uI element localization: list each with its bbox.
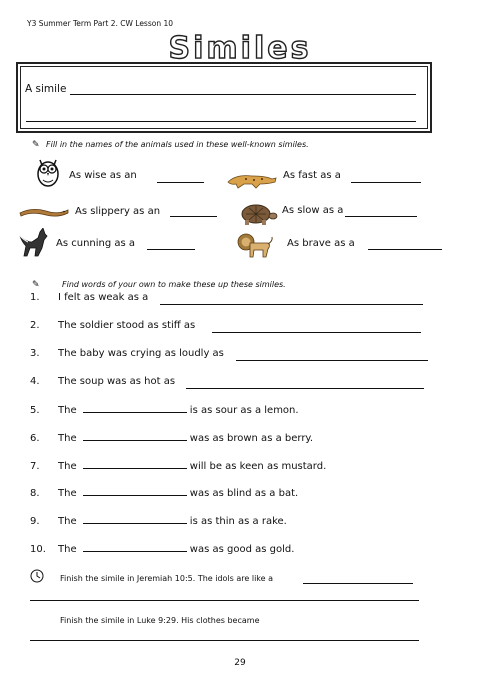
question-5: 5. The is as sour as a lemon. xyxy=(30,405,299,416)
cheetah-icon xyxy=(226,170,278,194)
question-6: 6. The was as brown as a berry. xyxy=(30,433,314,444)
answer-blank-5[interactable] xyxy=(83,403,187,413)
extension-luke: Finish the simile in Luke 9:29. His clothes became xyxy=(60,616,260,625)
question-2: 2. The soldier stood as stiff as xyxy=(30,320,196,331)
simile-fast: As fast as a xyxy=(283,170,341,181)
simile-brave: As brave as a xyxy=(287,238,355,249)
question-8: 8. The was as blind as a bat. xyxy=(30,488,299,499)
extension-jeremiah: Finish the simile in Jeremiah 10:5. The idols are like a xyxy=(60,574,274,583)
page-title: Similes xyxy=(168,31,312,66)
answer-blank-7[interactable] xyxy=(83,459,187,469)
lion-icon xyxy=(236,233,274,263)
question-9: 9. The is as thin as a rake. xyxy=(30,516,287,527)
question-7: 7. The will be as keen as mustard. xyxy=(30,461,327,472)
pencil-icon: ✎ xyxy=(32,140,40,150)
question-4: 4. The soup was as hot as xyxy=(30,376,176,387)
blank-slow[interactable] xyxy=(345,216,417,217)
answer-blank-10[interactable] xyxy=(83,542,187,552)
simile-slow: As slow as a xyxy=(282,205,344,216)
clock-icon xyxy=(30,568,44,587)
blank-brave[interactable] xyxy=(368,249,442,250)
blank-slippery[interactable] xyxy=(170,216,217,217)
answer-line-jeremiah[interactable] xyxy=(303,583,413,584)
definition-line-1[interactable] xyxy=(70,94,416,95)
fox-icon xyxy=(18,228,50,262)
definition-line-2[interactable] xyxy=(26,121,416,122)
blank-cunning[interactable] xyxy=(147,249,195,250)
question-3: 3. The baby was crying as loudly as xyxy=(30,348,224,359)
answer-line-jeremiah-2[interactable] xyxy=(30,600,419,601)
instruction-animals: Fill in the names of the animals used in these well-known similes. xyxy=(46,140,309,149)
owl-icon xyxy=(33,156,63,192)
question-10: 10. The was as good as gold. xyxy=(30,544,295,555)
blank-wise[interactable] xyxy=(157,182,204,183)
answer-line-1[interactable] xyxy=(160,304,423,305)
simile-wise: As wise as an xyxy=(69,170,137,181)
tortoise-icon xyxy=(236,202,278,230)
pencil-icon: ✎ xyxy=(32,280,40,290)
simile-cunning: As cunning as a xyxy=(56,238,136,249)
eel-icon xyxy=(18,204,70,223)
page-number: 29 xyxy=(234,658,246,668)
answer-line-luke[interactable] xyxy=(30,640,419,641)
definition-box-inner xyxy=(20,66,428,129)
simile-slippery: As slippery as an xyxy=(75,206,161,217)
blank-fast[interactable] xyxy=(351,182,421,183)
lesson-header: Y3 Summer Term Part 2. CW Lesson 10 xyxy=(27,19,174,28)
answer-line-3[interactable] xyxy=(236,360,428,361)
answer-line-4[interactable] xyxy=(186,388,424,389)
answer-blank-9[interactable] xyxy=(83,514,187,524)
definition-label: A simile xyxy=(25,83,67,95)
question-1: 1. I felt as weak as a xyxy=(30,292,149,303)
instruction-own-words: Find words of your own to make these up these similes. xyxy=(62,280,286,289)
answer-blank-6[interactable] xyxy=(83,431,187,441)
answer-line-2[interactable] xyxy=(212,332,421,333)
answer-blank-8[interactable] xyxy=(83,486,187,496)
